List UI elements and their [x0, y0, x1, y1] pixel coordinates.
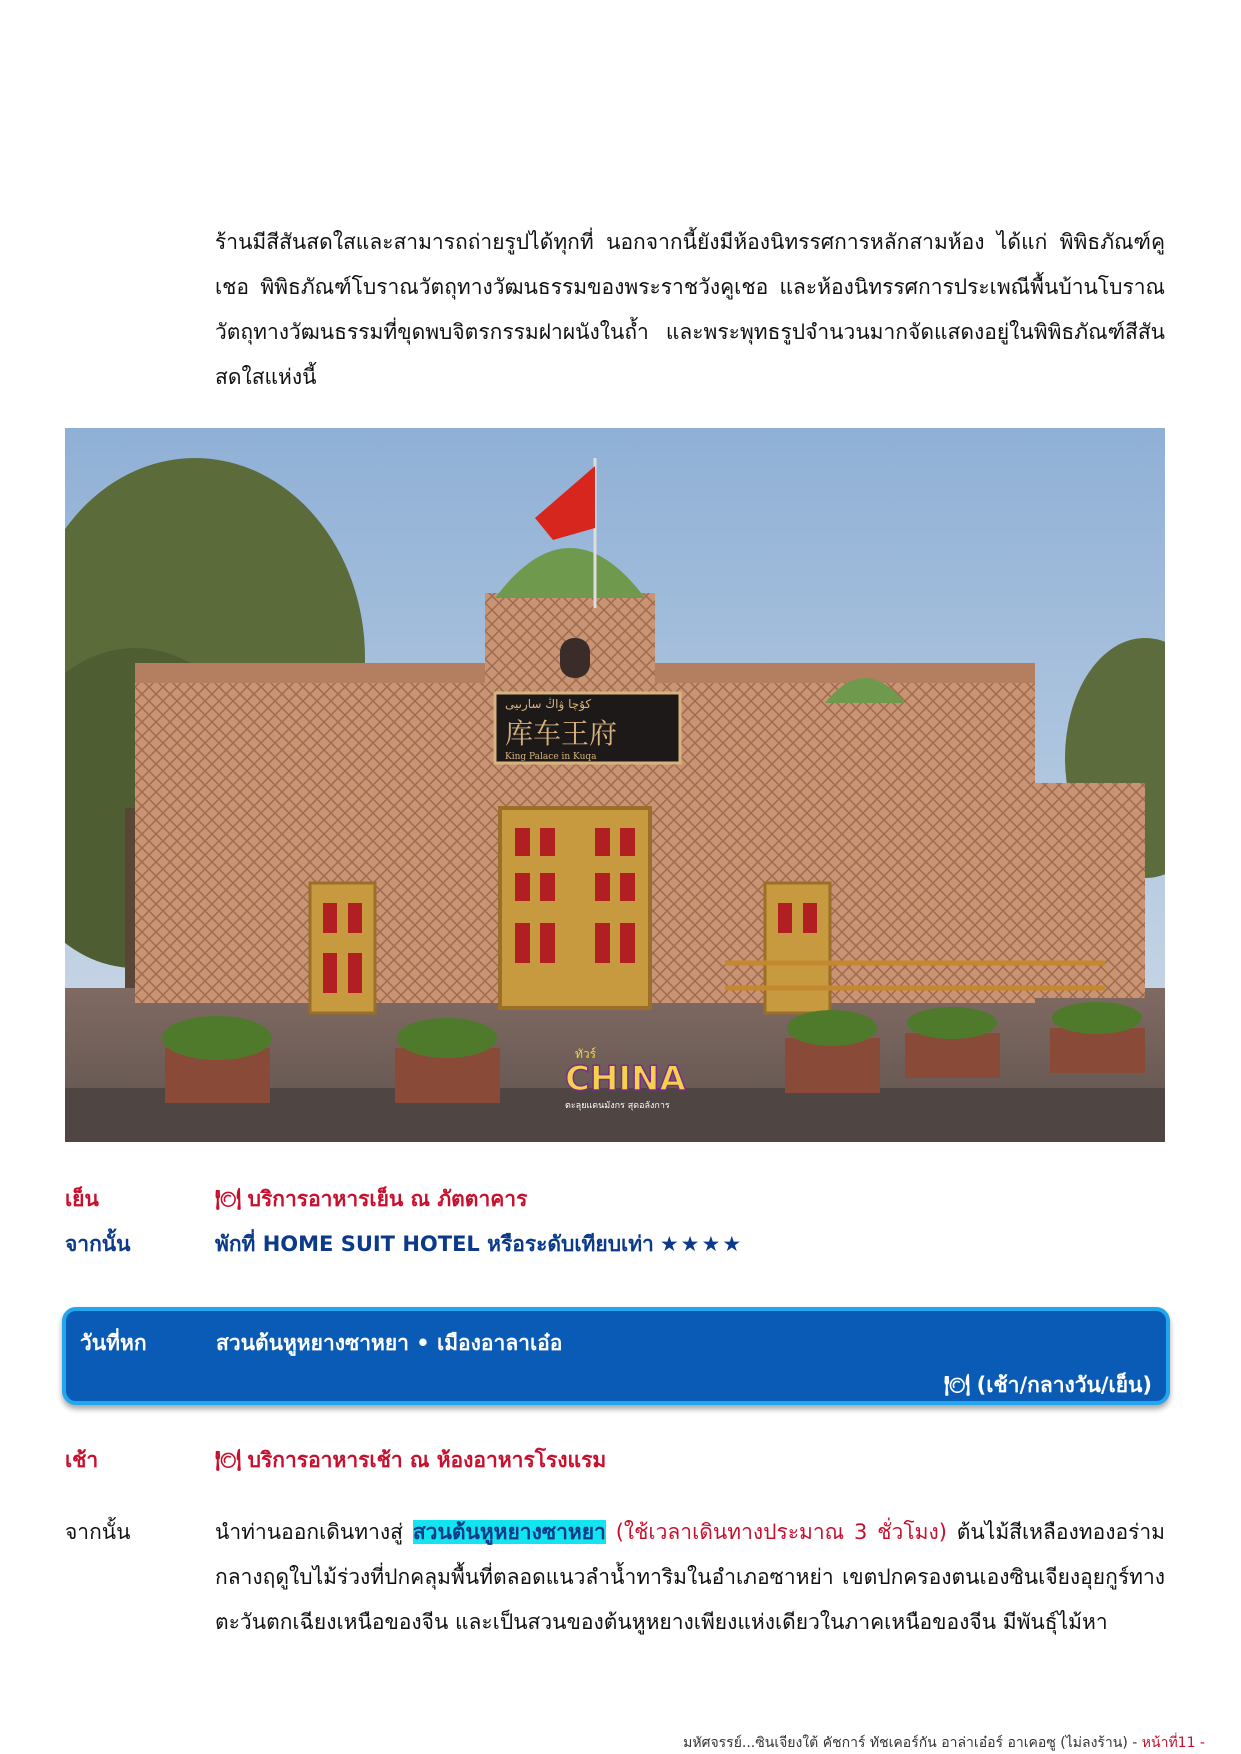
svg-text:ตะลุยแดนมังกร สุดอลังการ: ตะลุยแดนมังกร สุดอลังการ [565, 1101, 670, 1111]
travel-time: (ใช้เวลาเดินทางประมาณ 3 ชั่วโมง) [605, 1520, 947, 1544]
description-body: ต้นไม้สีเหลืองทองอร่ามกลางฤดูใบไม้ร่วงที่ปกคลุมพื้นที่ตลอดแนวลำน้ำทาริมในอำเภอซาหย่า เขตปกครองตนเองซินเจียงอุยกูร์ทางตะวันตกเฉียงเหนือของจีน และเป็นสวนของต้นหูหยางเพียงแห่งเดียวในภาคเหนือของจีน มีพันธุ์ไม้หา [215, 1520, 1165, 1634]
page-footer [683, 1732, 1205, 1754]
meal-icon: 🍽 [215, 1448, 242, 1472]
day-meals [944, 1369, 1152, 1402]
destination-highlight: สวนต้นหูหยางซาหยา [412, 1520, 606, 1544]
evening-meal [215, 1183, 527, 1216]
day-six-description [215, 1510, 1165, 1645]
sign-english-text: King Palace in Kuqa [505, 752, 597, 762]
hotel-label: จากนั้น [65, 1232, 131, 1256]
evening-meal-text: บริการอาหารเย็น ณ ภัตตาคาร [247, 1187, 528, 1211]
next-label: จากนั้น [65, 1520, 131, 1544]
kuqa-palace-photo [65, 428, 1165, 1142]
day-six-banner [62, 1307, 1170, 1405]
day-label: วันที่หก [80, 1331, 147, 1355]
hotel-info [215, 1228, 743, 1261]
meal-icon: 🍽 [215, 1187, 242, 1211]
hotel-text: พักที่ HOME SUIT HOTEL หรือระดับเทียบเท่า [215, 1232, 654, 1256]
sign-uyghur-text: كۇچا ۋاڭ سارىيى [505, 697, 592, 711]
intro-paragraph: ร้านมีสีสันสดใสและสามารถถ่ายรูปได้ทุกที่ นอกจากนี้ยังมีห้องนิทรรศการหลักสามห้อง ได้แก่ พิพิธภัณฑ์คูเชอ พิพิธภัณฑ์โบราณวัตถุทางวัฒนธรรมของพระราชวังคูเชอ และห้องนิทรรศการประเพณีพื้นบ้านโบราณวัตถุทางวัฒนธรรมที่ขุดพบจิตรกรรมฝาผนังในถ้ำ และพระพุทธรูปจำนวนมากจัดแสดงอยู่ในพิพิธภัณฑ์สีสันสดใสแห่งนี้ [215, 230, 1165, 389]
morning-meal [215, 1444, 606, 1477]
meal-icon: 🍽 [943, 1373, 971, 1397]
morning-label: เช้า [65, 1448, 99, 1472]
day-meals-text: (เช้า/กลางวัน/เย็น) [976, 1373, 1152, 1397]
hotel-stars: ★★★★ [659, 1232, 744, 1256]
evening-label: เย็น [65, 1187, 99, 1211]
footer-text: มหัศจรรย์...ซินเจียงใต้ คัชการ์ ทัชเคอร์กัน อาล่าเอ๋อร์ อาเคอซู (ไม่ลงร้าน) - [683, 1735, 1142, 1751]
sign-chinese-text: 库车王府 [505, 717, 618, 750]
svg-text:CHINA: CHINA [565, 1059, 686, 1099]
description-intro: นำท่านออกเดินทางสู่ [215, 1520, 413, 1544]
page-number: หน้าที่11 - [1141, 1735, 1205, 1751]
morning-meal-text: บริการอาหารเช้า ณ ห้องอาหารโรงแรม [247, 1448, 607, 1472]
day-title: สวนต้นหูหยางซาหยา • เมืองอาลาเอ๋อ [216, 1331, 563, 1355]
svg-text:ทัวร์: ทัวร์ [575, 1047, 597, 1061]
